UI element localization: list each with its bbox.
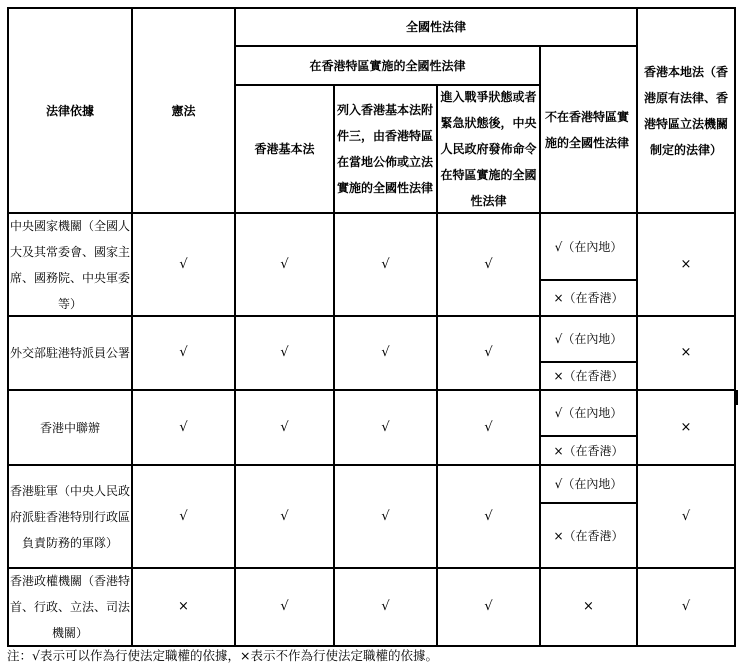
cell-constitution: √	[179, 508, 188, 524]
cell-local-law: √	[681, 599, 691, 614]
cell-local-law: √	[681, 508, 691, 524]
cell-not-applied-hk: ×（在香港）	[553, 443, 624, 458]
cell-war-emergency: √	[484, 508, 493, 524]
cell-not-applied-mainland: √（在內地）	[554, 406, 623, 420]
cell-constitution: √	[179, 419, 188, 435]
cell-constitution: √	[179, 345, 188, 360]
cell-annex-three: √	[381, 599, 390, 614]
cell-not-applied-hk: ×（在香港）	[553, 369, 624, 383]
cell-basic-law: √	[280, 508, 289, 524]
row-body-hk-government-organs: 香港政權機關（香港特首、行政、立法、司法機關）	[9, 574, 130, 640]
cell-war-emergency: √	[484, 599, 493, 614]
header-constitution: 憲法	[171, 103, 196, 118]
cell-not-applied-mainland: √（在內地）	[554, 332, 623, 346]
cell-annex-three: √	[381, 508, 390, 524]
text-cursor-mark	[735, 390, 738, 405]
cell-basic-law: √	[280, 256, 289, 272]
row-body-garrison: 香港駐軍（中央人民政府派駐香港特別行政區負責防務的軍隊）	[9, 483, 130, 550]
cell-local-law: ×	[680, 345, 692, 360]
cell-annex-three: √	[381, 419, 390, 435]
header-national-laws-not-applied: 不在香港特區實施的全國性法律	[545, 109, 630, 150]
cell-basic-law: √	[280, 419, 289, 435]
header-hk-local-law: 香港本地法（香港原有法律、香港特區立法機關制定的法律）	[643, 64, 728, 157]
header-hk-basic-law: 香港基本法	[254, 142, 315, 156]
cell-not-applied-hk: ×（在香港）	[553, 291, 624, 305]
cell-war-emergency: √	[484, 256, 493, 272]
cell-not-applied-hk: ×（在香港）	[553, 528, 624, 543]
header-war-emergency-laws: 進入戰爭狀態或者緊急狀態後，中央人民政府發佈命令在特區實施的全國性法律	[440, 90, 537, 208]
cell-local-law: ×	[680, 419, 692, 435]
cell-annex-three: √	[381, 256, 390, 272]
cell-war-emergency: √	[484, 345, 493, 360]
table-footnote: 注：√表示可以作為行使法定職權的依據，×表示不作為行使法定職權的依據。	[7, 648, 438, 663]
row-body-foreign-ministry-office: 外交部駐港特派員公署	[9, 346, 130, 360]
cell-local-law: ×	[680, 256, 692, 272]
header-national-laws: 全國性法律	[405, 20, 466, 34]
cell-not-applied-mainland: √（在內地）	[554, 239, 623, 254]
cell-not-applied: ×	[583, 599, 594, 614]
cell-annex-three: √	[381, 345, 390, 360]
cell-not-applied-mainland: √（在內地）	[554, 477, 623, 491]
table-border-right	[734, 7, 736, 647]
header-national-laws-applied-in-hk: 在香港特區實施的全國性法律	[309, 58, 466, 73]
cell-basic-law: √	[280, 599, 289, 614]
row-body-liaison-office: 香港中聯辦	[39, 420, 100, 435]
header-legal-basis: 法律依據	[45, 103, 94, 118]
cell-constitution: √	[179, 256, 188, 272]
cell-constitution: ×	[178, 599, 189, 614]
header-annex-three-laws: 列入香港基本法附件三，由香港特區在當地公佈或立法實施的全國性法律	[337, 103, 434, 195]
cell-basic-law: √	[280, 345, 289, 360]
cell-war-emergency: √	[484, 419, 493, 435]
row-body-central-organs: 中央國家機關（全國人大及其常委會、國家主席、國務院、中央軍委等）	[9, 218, 130, 311]
